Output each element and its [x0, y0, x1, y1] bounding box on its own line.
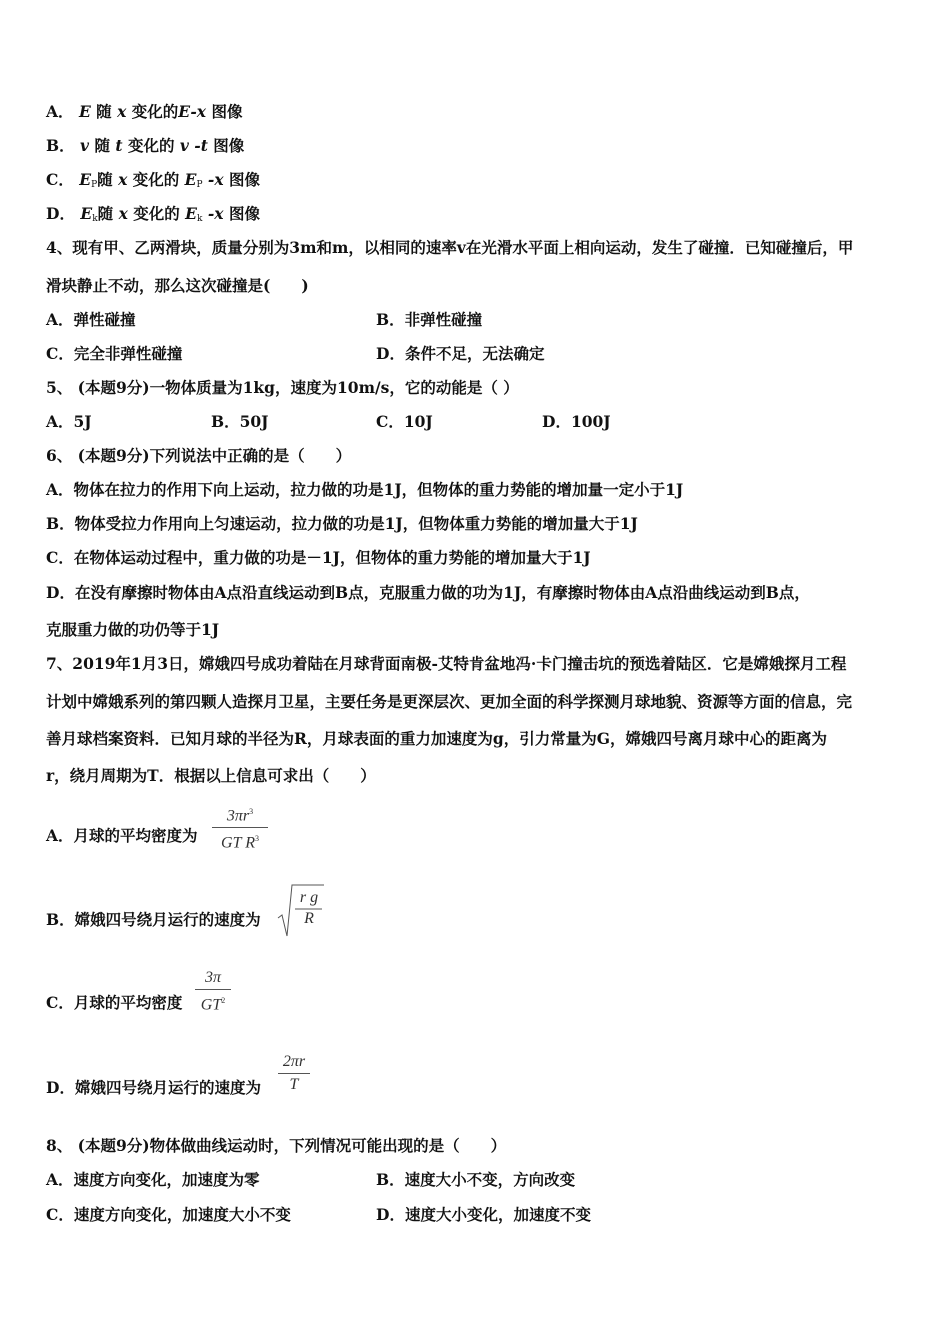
q6-option-c: C．在物体运动过程中，重力做的功是－1J，但物体的重力势能的增加量大于1J [46, 548, 591, 567]
q8-option-a: A．速度方向变化，加速度为零 [46, 1170, 260, 1189]
q4-option-c: C．完全非弹性碰撞 [46, 344, 183, 363]
q3-option-b: B． v 随 t 变化的 v -t 图像 [46, 136, 245, 155]
q7-option-b: B．嫦娥四号绕月运行的速度为 [46, 910, 261, 929]
q6-option-a: A．物体在拉力的作用下向上运动，拉力做的功是1J，但物体的重力势能的增加量一定小于1J [46, 480, 684, 499]
q7-formula-d: 2πr T [278, 1052, 310, 1095]
q3-option-a: A． E 随 x 变化的E-x 图像 [46, 102, 243, 121]
q3-option-d: D． $E_k$随 x 变化的 $E_k$ -x 图像 [46, 204, 260, 224]
q8-option-d: D．速度大小变化，加速度不变 [376, 1205, 591, 1224]
q7-option-c: C．月球的平均密度 [46, 993, 183, 1012]
q8-option-c: C．速度方向变化，加速度大小不变 [46, 1205, 291, 1224]
q8-stem: 8、 (本题9分)物体做曲线运动时，下列情况可能出现的是（ ） [46, 1136, 507, 1155]
q4-stem-line1: 4、现有甲、乙两滑块，质量分别为3m和m，以相同的速率v在光滑水平面上相向运动，发生了碰撞．已知碰撞后，甲 [46, 238, 854, 257]
q7-stem-line2: 计划中嫦娥系列的第四颗人造探月卫星，主要任务是更深层次、更加全面的科学探测月球地貌、资源等方面的信息，完 [46, 692, 853, 711]
q7-stem-line4: r，绕月周期为T．根据以上信息可求出（ ） [46, 766, 376, 785]
q6-option-d-line1: D．在没有摩擦时物体由A点沿直线运动到B点，克服重力做的功为1J，有摩擦时物体由A点沿曲线运动到B点， [46, 583, 810, 602]
q7-option-d: D．嫦娥四号绕月运行的速度为 [46, 1078, 261, 1097]
q4-option-d: D．条件不足，无法确定 [376, 344, 545, 363]
q6-stem: 6、 (本题9分)下列说法中正确的是（ ） [46, 446, 352, 465]
q5-option-d: D．100J [542, 412, 611, 431]
q3-option-c: C． $E_P$随 x 变化的 $E_P$ -x 图像 [46, 170, 261, 190]
q7-formula-a: $3\pi r^3$ GT $R^3$ [212, 802, 268, 854]
q7-stem-line1: 7、2019年1月3日，嫦娥四号成功着陆在月球背面南极-艾特肯盆地冯·卡门撞击坑的预选着陆区．它是嫦娥探月工程 [46, 654, 847, 673]
q5-option-b: B．50J [211, 412, 269, 431]
q8-option-b: B．速度大小不变，方向改变 [376, 1170, 576, 1189]
q6-option-b: B．物体受拉力作用向上匀速运动，拉力做的功是1J，但物体重力势能的增加量大于1J [46, 514, 638, 533]
q5-option-a: A．5J [46, 412, 92, 431]
q7-formula-b: r g R [299, 889, 319, 927]
q4-option-b: B．非弹性碰撞 [376, 310, 483, 329]
q5-stem: 5、 (本题9分)一物体质量为1kg，速度为10m/s，它的动能是（ ） [46, 378, 519, 397]
q4-stem-line2: 滑块静止不动，那么这次碰撞是( ) [46, 276, 309, 295]
q5-option-c: C．10J [376, 412, 433, 431]
q4-option-a: A．弹性碰撞 [46, 310, 136, 329]
q7-option-a: A．月球的平均密度为 [46, 826, 198, 845]
q7-stem-line3: 善月球档案资料．已知月球的半径为R，月球表面的重力加速度为g，引力常量为G，嫦娥四号离月球中心的距离为 [46, 729, 827, 748]
q7-formula-c: 3π $GT^2$ [195, 968, 231, 1015]
q6-option-d-line2: 克服重力做的功仍等于1J [46, 620, 220, 639]
